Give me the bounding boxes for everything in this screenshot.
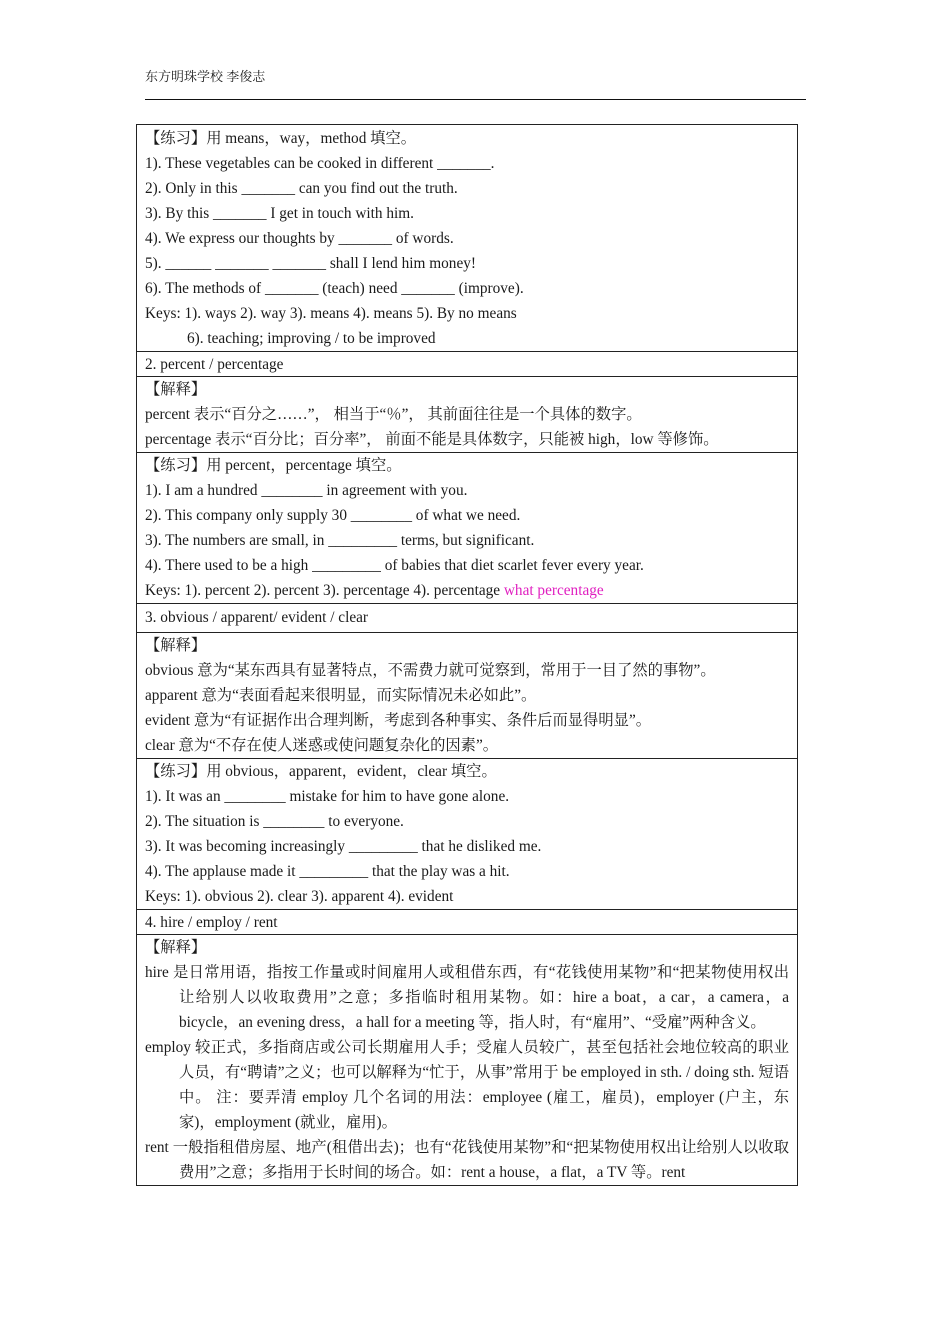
explanation-hire-paragraph: hire 是日常用语，指按工作量或时间雇用人或租借东西，有“花钱使用某物”和“把某物使用权出让给别人以收取费用”之意；多指临时租用某物。如：hire a boat，a car，a camera，a bicycle，an evening dress，a hall for a meeting 等，指人时，有“雇用”、“受雇”两种含义。 [145,964,789,1031]
exercise-question: 3). The numbers are small, in _________ terms, but significant. [145,532,535,549]
section-title-obvious [137,603,797,632]
header-divider [145,99,806,100]
explanation-rent-paragraph: rent 一般指租借房屋、地产(租借出去)；也有“花钱使用某物”和“把某物使用权出让给别人以收取费用”之意；多指用于长时间的场合。如：rent a house，a flat，a TV 等。rent [145,1139,789,1181]
exercise-heading: 【练习】用 means，way，method 填空。 [145,130,417,147]
explanation-heading: 【解释】 [145,939,207,956]
exercise-question: 6). The methods of _______ (teach) need _______ (improve). [145,280,524,297]
explanation-heading: 【解释】 [145,637,207,654]
section-title-hire [137,909,797,934]
exercise-question: 4). There used to be a high _________ of babies that diet scarlet fever every year. [145,557,644,574]
explanation-heading: 【解释】 [145,381,207,398]
exercise-question: 2). This company only supply 30 ________ of what we need. [145,507,521,524]
explanation-line: clear 意为“不存在使人迷惑或使问题复杂化的因素”。 [145,737,499,754]
answer-keys-text: Keys: 1). percent 2). percent 3). percentage 4). percentage [145,582,504,599]
section-title: 4. hire / employ / rent [145,914,278,931]
highlighted-note: what percentage [503,582,604,599]
exercise-question: 3). It was becoming increasingly _________ that he disliked me. [145,838,542,855]
answer-keys [145,578,789,603]
answer-keys-continued: 6). teaching; improving / to be improved [187,330,436,347]
exercise-obvious-apparent [137,758,797,909]
page-header: 东方明珠学校 李俊志 [145,69,266,84]
vocabulary-table [136,124,798,1186]
exercise-heading: 【练习】用 obvious，apparent，evident，clear 填空。 [145,763,497,780]
exercise-question: 2). Only in this _______ can you find out the truth. [145,180,458,197]
explanation-line: percentage 表示“百分比；百分率”， 前面不能是具体数字，只能被 high，low 等修饰。 [145,431,719,448]
exercise-question: 4). We express our thoughts by _______ of words. [145,230,454,247]
explanation-line: evident 意为“有证据作出合理判断，考虑到各种事实、条件后而显得明显”。 [145,712,652,729]
explanation-hire [137,934,797,1185]
exercise-percent-percentage [137,452,797,603]
exercise-means-way-method [137,125,797,351]
exercise-question: 1). I am a hundred ________ in agreement with you. [145,482,468,499]
exercise-question: 1). These vegetables can be cooked in different _______. [145,155,495,172]
answer-keys: Keys: 1). ways 2). way 3). means 4). means 5). By no means [145,305,517,322]
exercise-heading: 【练习】用 percent，percentage 填空。 [145,457,402,474]
exercise-question: 2). The situation is ________ to everyone. [145,813,404,830]
section-title-percent [137,351,797,376]
exercise-question: 5). ______ _______ _______ shall I lend him money! [145,255,476,272]
exercise-question: 1). It was an ________ mistake for him to have gone alone. [145,788,510,805]
explanation-obvious [137,632,797,758]
explanation-line: apparent 意为“表面看起来很明显，而实际情况未必如此”。 [145,687,537,704]
explanation-line: percent 表示“百分之……”， 相当于“％”， 其前面往往是一个具体的数字。 [145,406,642,423]
exercise-question: 4). The applause made it _________ that the play was a hit. [145,863,510,880]
answer-keys: Keys: 1). obvious 2). clear 3). apparent 4). evident [145,888,454,905]
explanation-percent [137,376,797,452]
section-title: 2. percent / percentage [145,356,284,373]
exercise-question: 3). By this _______ I get in touch with him. [145,205,414,222]
section-title: 3. obvious / apparent/ evident / clear [145,609,369,626]
explanation-line: obvious 意为“某东西具有显著特点，不需费力就可觉察到，常用于一目了然的事物”。 [145,662,716,679]
explanation-employ-paragraph: employ 较正式，多指商店或公司长期雇用人手；受雇人员较广，甚至包括社会地位较高的职业人员，有“聘请”之义；也可以解释为“忙于，从事”常用于 be employed in sth. / doing sth. 短语中。 注：要弄清 employ 几个名词的用法：employee (雇工，雇员)，employer (户主，东家)，employment (就业，雇用)。 [145,1039,789,1131]
